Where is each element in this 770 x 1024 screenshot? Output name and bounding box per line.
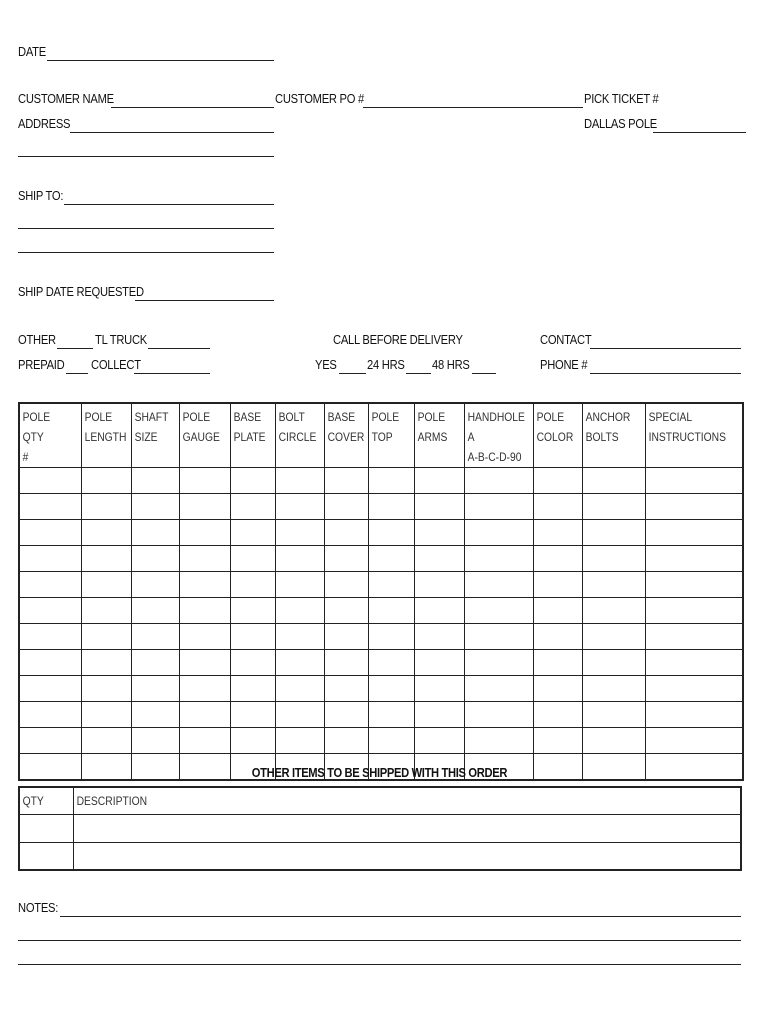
pole-table-cell[interactable] (19, 676, 81, 702)
pole-table-cell[interactable] (179, 520, 230, 546)
customer-name-field[interactable] (111, 107, 274, 108)
pole-table-cell[interactable] (230, 546, 275, 572)
yes-label: YES (315, 357, 337, 372)
pole-table-cell[interactable] (414, 546, 464, 572)
pole-table-cell[interactable] (131, 546, 179, 572)
pole-table-cell[interactable] (368, 624, 414, 650)
phone-label: PHONE # (540, 357, 588, 372)
pole-table-cell[interactable] (464, 546, 533, 572)
pole-table-cell[interactable] (230, 572, 275, 598)
pole-table-cell[interactable] (414, 572, 464, 598)
pole-table-cell[interactable] (81, 494, 131, 520)
pole-table-cell[interactable] (81, 728, 131, 754)
address-field[interactable] (70, 132, 274, 133)
other-items-table (18, 786, 742, 871)
col-pole-gauge (179, 403, 230, 468)
ship-to-field-line-2[interactable] (18, 228, 274, 229)
ship-date-requested-label: SHIP DATE REQUESTED (18, 284, 144, 299)
pole-table-cell[interactable] (131, 650, 179, 676)
col-header-label: POLE QTY # (22, 410, 51, 464)
pole-table-cell[interactable] (131, 624, 179, 650)
date-field[interactable] (47, 60, 274, 61)
pole-table-cell[interactable] (230, 520, 275, 546)
pole-table-cell[interactable] (464, 624, 533, 650)
pole-table-cell[interactable] (275, 650, 324, 676)
pole-table-cell[interactable] (582, 598, 645, 624)
pole-table-cell[interactable] (582, 494, 645, 520)
pole-table-cell[interactable] (464, 572, 533, 598)
prepaid-label: PREPAID (18, 357, 65, 372)
pole-table-cell[interactable] (275, 468, 324, 494)
pole-table-cell[interactable] (275, 728, 324, 754)
pole-table-cell[interactable] (324, 520, 368, 546)
pole-table-cell[interactable] (645, 494, 743, 520)
col-qty (19, 787, 73, 814)
pole-table-cell[interactable] (324, 650, 368, 676)
col-header-label: SPECIAL INSTRUCTIONS (648, 410, 726, 444)
col-header-label: ANCHOR BOLTS (585, 410, 630, 444)
pole-table-cell[interactable] (19, 624, 81, 650)
pole-table-cell[interactable] (645, 572, 743, 598)
pole-table-cell[interactable] (645, 650, 743, 676)
pole-table-cell[interactable] (533, 598, 582, 624)
customer-po-field[interactable] (363, 107, 583, 108)
col-pole-qty (19, 403, 81, 468)
48-hrs-field[interactable] (472, 373, 496, 374)
pole-table-cell[interactable] (645, 702, 743, 728)
col-header-label: POLE ARMS (417, 410, 447, 444)
other-items-row (19, 814, 741, 842)
address-label: ADDRESS (18, 116, 71, 131)
description-cell[interactable] (73, 842, 741, 870)
other-field[interactable] (57, 348, 93, 349)
pole-table-cell[interactable] (179, 728, 230, 754)
contact-field[interactable] (590, 348, 741, 349)
qty-cell[interactable] (19, 842, 73, 870)
col-header-label: HANDHOLE A A-B-C-D-90 (467, 410, 525, 464)
pole-table-cell[interactable] (414, 494, 464, 520)
col-header-label: QTY (22, 794, 44, 808)
notes-field[interactable] (60, 916, 741, 917)
pole-table-cell[interactable] (19, 468, 81, 494)
pole-table-row (19, 728, 743, 754)
pole-table-cell[interactable] (19, 494, 81, 520)
pole-table-cell[interactable] (131, 494, 179, 520)
pole-table-cell[interactable] (19, 728, 81, 754)
ship-to-field-line-3[interactable] (18, 252, 274, 253)
pole-table-cell[interactable] (230, 650, 275, 676)
pole-table-cell[interactable] (464, 702, 533, 728)
pole-table-cell[interactable] (368, 728, 414, 754)
pole-table-cell[interactable] (582, 572, 645, 598)
pole-table-cell[interactable] (230, 624, 275, 650)
col-shaft-size (131, 403, 179, 468)
collect-field[interactable] (134, 373, 210, 374)
pole-table-cell[interactable] (19, 598, 81, 624)
customer-po-label: CUSTOMER PO # (275, 91, 365, 106)
pole-table-cell[interactable] (533, 650, 582, 676)
pole-table-cell[interactable] (368, 572, 414, 598)
pole-table-cell[interactable] (368, 546, 414, 572)
phone-field[interactable] (590, 373, 741, 374)
pole-table-cell[interactable] (230, 494, 275, 520)
pole-table-row (19, 546, 743, 572)
pole-table-cell[interactable] (179, 468, 230, 494)
pole-table-cell[interactable] (368, 468, 414, 494)
col-header-label: BASE PLATE (233, 410, 266, 444)
pole-table-row (19, 624, 743, 650)
col-header-label: POLE COLOR (536, 410, 573, 444)
pole-table-cell[interactable] (645, 598, 743, 624)
24-hrs-field[interactable] (406, 373, 431, 374)
pole-table-cell[interactable] (230, 468, 275, 494)
pole-table-cell[interactable] (324, 676, 368, 702)
col-description (73, 787, 741, 814)
pole-table-cell[interactable] (81, 676, 131, 702)
pole-table-cell[interactable] (179, 650, 230, 676)
pole-table-cell[interactable] (324, 624, 368, 650)
description-cell[interactable] (73, 814, 741, 842)
pole-table-cell[interactable] (19, 520, 81, 546)
pole-table-cell[interactable] (582, 520, 645, 546)
pole-table-cell[interactable] (533, 676, 582, 702)
yes-field[interactable] (339, 373, 366, 374)
customer-name-label: CUSTOMER NAME (18, 91, 114, 106)
col-pole-arms (414, 403, 464, 468)
col-base-plate (230, 403, 275, 468)
pole-table-cell[interactable] (81, 546, 131, 572)
pole-order-table (18, 402, 744, 781)
pole-table-cell[interactable] (81, 702, 131, 728)
pole-table-row (19, 468, 743, 494)
other-items-title: OTHER ITEMS TO BE SHIPPED WITH THIS ORDER (251, 765, 507, 780)
col-header-label: POLE GAUGE (182, 410, 220, 444)
pole-table-cell[interactable] (533, 702, 582, 728)
notes-label: NOTES: (18, 900, 59, 915)
notes-field-line-2[interactable] (18, 940, 741, 941)
pole-table-cell[interactable] (275, 702, 324, 728)
col-bolt-circle (275, 403, 324, 468)
pole-table-cell[interactable] (533, 520, 582, 546)
ship-date-requested-field[interactable] (135, 300, 274, 301)
24-hrs-label: 24 HRS (367, 357, 405, 372)
date-label: DATE (18, 44, 46, 59)
col-header-label: BASE COVER (327, 410, 364, 444)
pole-table-cell[interactable] (368, 702, 414, 728)
pole-table-cell[interactable] (230, 728, 275, 754)
pole-table-cell[interactable] (19, 572, 81, 598)
col-header-label: DESCRIPTION (76, 794, 147, 808)
tl-truck-field[interactable] (148, 348, 210, 349)
col-header-label: POLE TOP (371, 410, 399, 444)
pole-table-row (19, 520, 743, 546)
pole-table-cell[interactable] (324, 702, 368, 728)
pole-table-cell[interactable] (131, 572, 179, 598)
col-pole-top (368, 403, 414, 468)
pole-table-row (19, 650, 743, 676)
pole-table-cell[interactable] (275, 494, 324, 520)
pole-table-cell[interactable] (324, 598, 368, 624)
tl-truck-label: TL TRUCK (95, 332, 147, 347)
pole-table-cell[interactable] (582, 624, 645, 650)
pole-table-cell[interactable] (81, 520, 131, 546)
pole-table-cell[interactable] (131, 520, 179, 546)
pole-table-cell[interactable] (179, 702, 230, 728)
pole-table-cell[interactable] (582, 676, 645, 702)
pole-table-cell[interactable] (645, 520, 743, 546)
pole-table-row (19, 598, 743, 624)
pole-table-cell[interactable] (324, 572, 368, 598)
pole-table-row (19, 676, 743, 702)
pole-table-cell[interactable] (645, 546, 743, 572)
pole-table-cell[interactable] (582, 702, 645, 728)
contact-label: CONTACT (540, 332, 592, 347)
pole-table-cell[interactable] (324, 546, 368, 572)
col-pole-color (533, 403, 582, 468)
pole-table-cell[interactable] (368, 598, 414, 624)
pole-table-cell[interactable] (324, 728, 368, 754)
pole-table-cell[interactable] (131, 468, 179, 494)
pole-table-header-row (19, 403, 743, 468)
pole-table-cell[interactable] (582, 728, 645, 754)
pole-table-cell[interactable] (81, 598, 131, 624)
pole-table-cell[interactable] (414, 650, 464, 676)
pole-table-cell[interactable] (131, 676, 179, 702)
pole-table-cell[interactable] (414, 468, 464, 494)
pole-table-cell[interactable] (275, 624, 324, 650)
address-field-line-2[interactable] (18, 156, 274, 157)
pole-table-cell[interactable] (414, 598, 464, 624)
pole-table-cell[interactable] (464, 520, 533, 546)
dallas-pole-field[interactable] (653, 132, 746, 133)
pole-table-cell[interactable] (81, 650, 131, 676)
pole-table-cell[interactable] (179, 494, 230, 520)
pole-table-cell[interactable] (131, 702, 179, 728)
col-header-label: SHAFT SIZE (134, 410, 168, 444)
pole-table-cell[interactable] (275, 572, 324, 598)
pole-table-cell[interactable] (179, 598, 230, 624)
pole-table-cell[interactable] (414, 702, 464, 728)
pole-table-cell[interactable] (533, 494, 582, 520)
pole-table-cell[interactable] (464, 598, 533, 624)
pole-table-cell[interactable] (230, 676, 275, 702)
pole-table-cell[interactable] (464, 650, 533, 676)
pole-table-cell[interactable] (179, 546, 230, 572)
col-special-instructions (645, 403, 743, 468)
col-header-label: BOLT CIRCLE (278, 410, 316, 444)
pole-table-cell[interactable] (179, 572, 230, 598)
col-anchor-bolts (582, 403, 645, 468)
pole-table-cell[interactable] (81, 624, 131, 650)
ship-to-field[interactable] (64, 204, 274, 205)
pole-table-cell[interactable] (131, 728, 179, 754)
col-pole-length (81, 403, 131, 468)
pole-table-row (19, 572, 743, 598)
col-header-label: POLE LENGTH (84, 410, 126, 444)
pole-table-row (19, 494, 743, 520)
other-items-heading (18, 765, 740, 780)
pole-table-cell[interactable] (582, 650, 645, 676)
other-label: OTHER (18, 332, 56, 347)
prepaid-field[interactable] (66, 373, 88, 374)
pole-table-cell[interactable] (533, 572, 582, 598)
pole-table-cell[interactable] (414, 520, 464, 546)
pole-table-cell[interactable] (230, 702, 275, 728)
pole-table-cell[interactable] (81, 572, 131, 598)
pick-ticket-label: PICK TICKET # (584, 91, 659, 106)
col-handhole (464, 403, 533, 468)
pole-table-cell[interactable] (368, 494, 414, 520)
pole-table-cell[interactable] (414, 728, 464, 754)
pole-table-cell[interactable] (645, 728, 743, 754)
other-items-row (19, 842, 741, 870)
pole-table-cell[interactable] (645, 468, 743, 494)
pole-table-cell[interactable] (368, 520, 414, 546)
pole-table-cell[interactable] (275, 598, 324, 624)
pole-table-cell[interactable] (645, 676, 743, 702)
pole-table-row (19, 702, 743, 728)
pole-table-cell[interactable] (533, 624, 582, 650)
call-before-delivery-label: CALL BEFORE DELIVERY (333, 332, 463, 347)
pole-table-cell[interactable] (533, 468, 582, 494)
pole-table-cell[interactable] (81, 468, 131, 494)
notes-field-line-3[interactable] (18, 964, 741, 965)
pole-table-cell[interactable] (582, 546, 645, 572)
pole-table-cell[interactable] (414, 676, 464, 702)
pole-table-cell[interactable] (275, 520, 324, 546)
pole-table-cell[interactable] (533, 728, 582, 754)
other-items-header-row (19, 787, 741, 814)
pole-table-cell[interactable] (179, 624, 230, 650)
pole-table-cell[interactable] (414, 624, 464, 650)
pole-table-cell[interactable] (368, 650, 414, 676)
pole-table-cell[interactable] (19, 650, 81, 676)
pole-table-cell[interactable] (179, 676, 230, 702)
pole-table-cell[interactable] (275, 546, 324, 572)
qty-cell[interactable] (19, 814, 73, 842)
pole-table-cell[interactable] (324, 468, 368, 494)
ship-to-label: SHIP TO: (18, 188, 64, 203)
pole-table-cell[interactable] (19, 546, 81, 572)
pole-table-cell[interactable] (533, 546, 582, 572)
dallas-pole-label: DALLAS POLE (584, 116, 657, 131)
col-base-cover (324, 403, 368, 468)
pole-table-cell[interactable] (131, 598, 179, 624)
pole-table-cell[interactable] (582, 468, 645, 494)
pole-table-cell[interactable] (19, 702, 81, 728)
pole-table-cell[interactable] (464, 494, 533, 520)
pole-table-cell[interactable] (464, 468, 533, 494)
pole-table-cell[interactable] (324, 494, 368, 520)
pole-table-cell[interactable] (368, 676, 414, 702)
pole-table-cell[interactable] (275, 676, 324, 702)
pole-table-cell[interactable] (230, 598, 275, 624)
collect-label: COLLECT (91, 357, 141, 372)
pole-table-cell[interactable] (464, 676, 533, 702)
48-hrs-label: 48 HRS (432, 357, 470, 372)
pole-table-cell[interactable] (464, 728, 533, 754)
pole-table-cell[interactable] (645, 624, 743, 650)
